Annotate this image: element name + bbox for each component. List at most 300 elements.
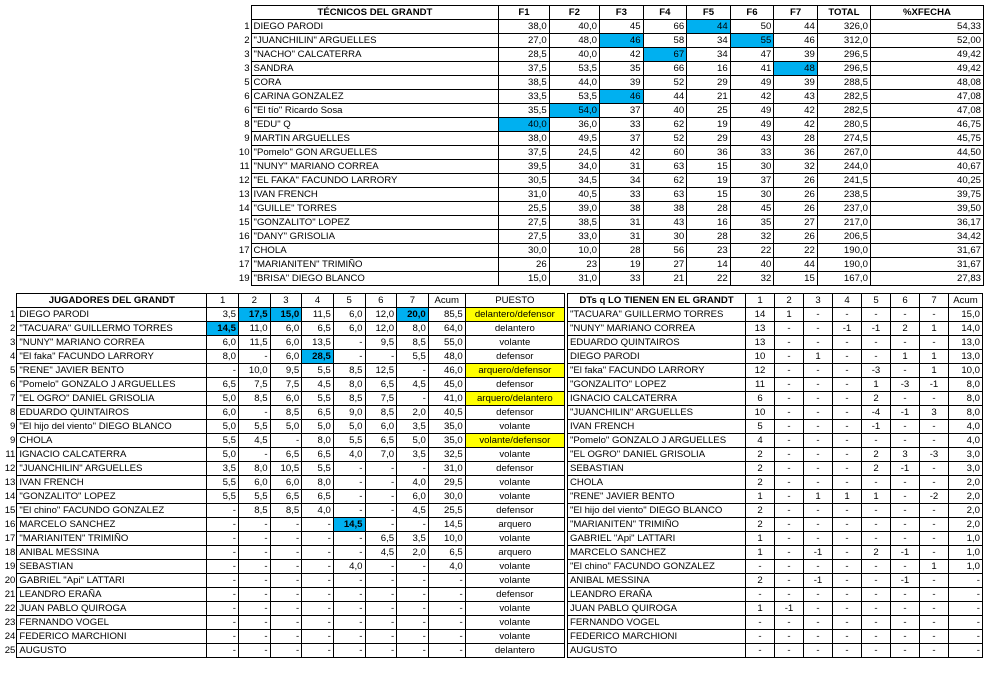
jugadores-row	[0, 392, 565, 406]
value-cell: 4,5	[365, 546, 397, 560]
value-cell: -	[238, 630, 270, 644]
puesto-cell: volante/defensor	[465, 434, 564, 448]
value-cell: 14,5	[428, 518, 465, 532]
value-cell: 2,0	[949, 518, 983, 532]
value-cell: -	[270, 602, 302, 616]
col-header: F1	[499, 6, 549, 20]
value-cell: -	[365, 588, 397, 602]
value-cell: 1	[775, 308, 804, 322]
jugadores-row	[0, 574, 565, 588]
name-cell: "MARIANITEN" TRIMIÑO	[568, 518, 746, 532]
value-cell: -	[833, 434, 862, 448]
value-cell: 44	[643, 90, 687, 104]
value-cell: 25,5	[428, 504, 465, 518]
value-cell: -	[833, 364, 862, 378]
name-cell: ANIBAL MESSINA	[17, 546, 207, 560]
name-cell: "JUANCHILIN" ARGUELLES	[568, 406, 746, 420]
value-cell: 36,0	[549, 118, 599, 132]
value-cell: 5,5	[207, 490, 239, 504]
puesto-cell: volante	[465, 448, 564, 462]
rank-cell: 15	[238, 217, 250, 228]
dts-row	[568, 420, 983, 434]
value-cell: 11	[746, 378, 775, 392]
value-cell: -	[862, 602, 891, 616]
col-header: 2	[238, 294, 270, 308]
value-cell: 31,0	[549, 272, 599, 286]
value-cell: -	[920, 532, 949, 546]
value-cell: -	[397, 462, 429, 476]
name-cell: IVAN FRENCH	[251, 188, 499, 202]
value-cell: 282,5	[817, 90, 870, 104]
jugadores-row	[0, 420, 565, 434]
value-cell: 8,5	[270, 504, 302, 518]
name-cell: "TACUARA" GUILLERMO TORRES	[17, 322, 207, 336]
tecnicos-row	[232, 146, 984, 160]
dts-row	[568, 336, 983, 350]
value-cell: -	[365, 560, 397, 574]
value-cell: 10,0	[428, 532, 465, 546]
value-cell: -	[397, 574, 429, 588]
name-cell: GABRIEL "Api" LATTARI	[17, 574, 207, 588]
value-cell: 64,0	[428, 322, 465, 336]
value-cell: 62	[643, 118, 687, 132]
rank-cell: 18	[4, 547, 16, 558]
value-cell: 1	[804, 350, 833, 364]
col-header: 4	[833, 294, 862, 308]
value-cell: 21	[643, 272, 687, 286]
name-cell: "El faka" FACUNDO LARRORY	[568, 364, 746, 378]
col-header: F3	[600, 6, 644, 20]
value-cell: 43	[730, 132, 774, 146]
value-cell: -	[862, 308, 891, 322]
rank-cell: 6	[10, 379, 16, 390]
value-cell: 1	[920, 322, 949, 336]
value-cell: 7,5	[365, 392, 397, 406]
value-cell: 238,5	[817, 188, 870, 202]
value-cell: 48,0	[428, 350, 465, 364]
value-cell: 27,0	[499, 34, 549, 48]
rank-cell: 10	[238, 147, 250, 158]
value-cell: 46,0	[428, 364, 465, 378]
value-cell: 1	[920, 560, 949, 574]
value-cell: 167,0	[817, 272, 870, 286]
jugadores-row	[0, 322, 565, 336]
value-cell: -	[397, 560, 429, 574]
value-cell: 6,5	[270, 490, 302, 504]
jugadores-row	[0, 406, 565, 420]
name-cell: "GUILLE" TORRES	[251, 202, 499, 216]
value-cell: -	[891, 336, 920, 350]
value-cell: 30	[730, 160, 774, 174]
value-cell: 45	[600, 20, 644, 34]
name-cell: CARINA GONZALEZ	[251, 90, 499, 104]
value-cell: 312,0	[817, 34, 870, 48]
col-header: Acum	[949, 294, 983, 308]
value-cell: -	[207, 644, 239, 658]
value-cell: 40,5	[428, 406, 465, 420]
value-cell: -	[428, 588, 465, 602]
jugadores-row	[0, 518, 565, 532]
name-cell: "Pomelo" GONZALO J ARGUELLES	[17, 378, 207, 392]
value-cell: 48,0	[549, 34, 599, 48]
value-cell: 33,0	[549, 230, 599, 244]
value-cell: 8,5	[238, 392, 270, 406]
tecnicos-row	[232, 174, 984, 188]
value-cell: 8,5	[238, 504, 270, 518]
value-cell: -	[804, 630, 833, 644]
dts-row	[568, 546, 983, 560]
value-cell: -	[207, 602, 239, 616]
value-cell: 40,67	[870, 160, 983, 174]
value-cell: -	[920, 434, 949, 448]
value-cell: -1	[920, 378, 949, 392]
value-cell: 43	[643, 216, 687, 230]
rank-cell: 3	[244, 49, 250, 60]
value-cell: -	[804, 560, 833, 574]
name-cell: FERNANDO VOGEL	[568, 616, 746, 630]
value-cell: 49,42	[870, 48, 983, 62]
value-cell: -	[833, 546, 862, 560]
rank-cell: 21	[4, 589, 16, 600]
value-cell: 44	[774, 20, 818, 34]
value-cell: -	[891, 518, 920, 532]
value-cell: 274,5	[817, 132, 870, 146]
value-cell: 30	[730, 188, 774, 202]
value-cell: 4,0	[333, 448, 365, 462]
jugadores-row	[0, 616, 565, 630]
rank-cell: 9	[10, 435, 16, 446]
value-cell: 1	[862, 490, 891, 504]
rank-cell: 1	[10, 309, 16, 320]
value-cell: -	[302, 588, 334, 602]
value-cell: -	[920, 588, 949, 602]
value-cell: 2,0	[397, 406, 429, 420]
value-cell: 19	[600, 258, 644, 272]
value-cell: -	[333, 504, 365, 518]
value-cell: 34,42	[870, 230, 983, 244]
value-cell: 4,5	[397, 504, 429, 518]
value-cell: -	[920, 420, 949, 434]
value-cell: -	[775, 434, 804, 448]
value-cell: -	[833, 308, 862, 322]
tecnicos-row	[232, 20, 984, 34]
value-cell: 15	[774, 272, 818, 286]
value-cell: -	[891, 532, 920, 546]
value-cell: 13,0	[949, 336, 983, 350]
name-cell: "RENE" JAVIER BENTO	[17, 364, 207, 378]
value-cell: -	[302, 602, 334, 616]
value-cell: -	[428, 630, 465, 644]
value-cell: -3	[862, 364, 891, 378]
value-cell: 8,0	[949, 406, 983, 420]
value-cell: 4,0	[333, 560, 365, 574]
value-cell: -	[333, 350, 365, 364]
value-cell: 39,50	[870, 202, 983, 216]
value-cell: 42	[730, 90, 774, 104]
rank-cell: 6	[244, 105, 250, 116]
value-cell: 20,0	[397, 308, 429, 322]
value-cell: -	[302, 644, 334, 658]
dts-row	[568, 406, 983, 420]
name-cell: FEDERICO MARCHIONI	[568, 630, 746, 644]
value-cell: 42	[774, 104, 818, 118]
value-cell: -	[238, 448, 270, 462]
jugadores-row	[0, 630, 565, 644]
jugadores-row	[0, 504, 565, 518]
value-cell: -	[428, 644, 465, 658]
value-cell: -	[862, 574, 891, 588]
rank-cell: 3	[10, 337, 16, 348]
value-cell: 23	[687, 244, 731, 258]
value-cell: -	[775, 504, 804, 518]
value-cell: 5,5	[397, 350, 429, 364]
value-cell: 280,5	[817, 118, 870, 132]
value-cell: 6,5	[365, 532, 397, 546]
value-cell: -	[833, 602, 862, 616]
value-cell: -	[804, 378, 833, 392]
value-cell: 3,5	[397, 532, 429, 546]
value-cell: -	[833, 574, 862, 588]
value-cell: 11,5	[238, 336, 270, 350]
value-cell: 19	[687, 118, 731, 132]
value-cell: 15,0	[270, 308, 302, 322]
value-cell: 5,0	[207, 420, 239, 434]
value-cell: 6,0	[270, 392, 302, 406]
value-cell: -	[270, 574, 302, 588]
value-cell: -	[804, 420, 833, 434]
value-cell: -	[333, 644, 365, 658]
jugadores-row	[0, 532, 565, 546]
col-header: 3	[270, 294, 302, 308]
dts-row	[568, 448, 983, 462]
value-cell: -	[302, 546, 334, 560]
value-cell: 2	[862, 546, 891, 560]
value-cell: -	[775, 546, 804, 560]
jugadores-title: JUGADORES DEL GRANDT	[17, 294, 207, 308]
value-cell: -	[804, 406, 833, 420]
name-cell: AUGUSTO	[568, 644, 746, 658]
rank-cell: 17	[238, 259, 250, 270]
value-cell: 54,33	[870, 20, 983, 34]
value-cell: 39,5	[499, 160, 549, 174]
puesto-cell: arquero/delantero	[465, 392, 564, 406]
value-cell: -1	[804, 546, 833, 560]
name-cell: "TACUARA" GUILLERMO TORRES	[568, 308, 746, 322]
value-cell: 190,0	[817, 258, 870, 272]
value-cell: -	[333, 490, 365, 504]
value-cell: 244,0	[817, 160, 870, 174]
col-header: %XFECHA	[870, 6, 983, 20]
value-cell: -	[238, 644, 270, 658]
value-cell: -	[804, 448, 833, 462]
value-cell: 33	[600, 188, 644, 202]
puesto-cell: volante	[465, 490, 564, 504]
value-cell: 35,0	[428, 420, 465, 434]
value-cell: -	[949, 588, 983, 602]
value-cell: -	[207, 560, 239, 574]
value-cell: 48,08	[870, 76, 983, 90]
value-cell: -	[775, 322, 804, 336]
value-cell: -	[365, 504, 397, 518]
name-cell: "GONZALITO" LOPEZ	[568, 378, 746, 392]
value-cell: -	[238, 518, 270, 532]
name-cell: "El chino" FACUNDO GONZALEZ	[568, 560, 746, 574]
value-cell: -	[891, 392, 920, 406]
puesto-cell: volante	[465, 532, 564, 546]
value-cell: -	[833, 462, 862, 476]
value-cell: 63	[643, 160, 687, 174]
jugadores-row	[0, 588, 565, 602]
value-cell: 190,0	[817, 244, 870, 258]
value-cell: -	[238, 560, 270, 574]
value-cell: 6,0	[333, 322, 365, 336]
rank-cell: 17	[4, 533, 16, 544]
value-cell: 5,5	[238, 420, 270, 434]
value-cell: -	[775, 350, 804, 364]
value-cell: 30	[643, 230, 687, 244]
value-cell: 36,17	[870, 216, 983, 230]
name-cell: FERNANDO VOGEL	[17, 616, 207, 630]
value-cell: -	[920, 574, 949, 588]
name-cell: "DANY" GRISOLIA	[251, 230, 499, 244]
value-cell: 29	[687, 132, 731, 146]
rank-cell: 22	[4, 603, 16, 614]
value-cell: 27,5	[499, 230, 549, 244]
value-cell: -	[397, 602, 429, 616]
value-cell: -	[775, 364, 804, 378]
value-cell: 6,0	[397, 490, 429, 504]
tecnicos-row	[232, 244, 984, 258]
value-cell: -	[920, 630, 949, 644]
value-cell: -3	[891, 378, 920, 392]
jugadores-header-row	[0, 294, 565, 308]
value-cell: -	[238, 616, 270, 630]
value-cell: 8,0	[949, 378, 983, 392]
dts-row	[568, 476, 983, 490]
value-cell: -	[833, 518, 862, 532]
value-cell: -	[302, 616, 334, 630]
value-cell: 2	[862, 448, 891, 462]
value-cell: -	[804, 476, 833, 490]
value-cell: -	[775, 574, 804, 588]
value-cell: 13,5	[302, 336, 334, 350]
value-cell: 5,5	[238, 490, 270, 504]
value-cell: 34	[687, 34, 731, 48]
value-cell: 6,0	[365, 420, 397, 434]
value-cell: 27,5	[499, 216, 549, 230]
value-cell: -	[775, 630, 804, 644]
jugadores-row	[0, 364, 565, 378]
value-cell: 35,5	[499, 104, 549, 118]
col-header: 5	[862, 294, 891, 308]
value-cell: 296,5	[817, 62, 870, 76]
value-cell: -	[775, 476, 804, 490]
value-cell: -	[333, 546, 365, 560]
value-cell: -	[775, 644, 804, 658]
value-cell: -1	[891, 546, 920, 560]
name-cell: "NACHO" CALCATERRA	[251, 48, 499, 62]
tecnicos-row	[232, 160, 984, 174]
rank-cell: 19	[4, 561, 16, 572]
tecnicos-table	[232, 5, 984, 286]
value-cell: 44	[774, 258, 818, 272]
col-header: 2	[775, 294, 804, 308]
value-cell: -	[804, 602, 833, 616]
name-cell: JUAN PABLO QUIROGA	[568, 602, 746, 616]
rank-cell: 9	[10, 421, 16, 432]
value-cell: 241,5	[817, 174, 870, 188]
puesto-cell: arquero	[465, 546, 564, 560]
value-cell: 1	[746, 532, 775, 546]
rank-cell: 3	[244, 63, 250, 74]
value-cell: -	[238, 350, 270, 364]
value-cell: 44,0	[549, 76, 599, 90]
value-cell: 52	[643, 132, 687, 146]
value-cell: 3,5	[207, 308, 239, 322]
name-cell: ANIBAL MESSINA	[568, 574, 746, 588]
value-cell: -	[862, 434, 891, 448]
value-cell: 8,5	[333, 364, 365, 378]
puesto-cell: defensor	[465, 504, 564, 518]
value-cell: -	[920, 308, 949, 322]
value-cell: 5,5	[302, 462, 334, 476]
value-cell: 28,5	[302, 350, 334, 364]
value-cell: 1	[920, 350, 949, 364]
value-cell: -	[270, 630, 302, 644]
value-cell: 54,0	[549, 104, 599, 118]
value-cell: 6,0	[207, 406, 239, 420]
value-cell: 5,5	[302, 392, 334, 406]
puesto-cell: volante	[465, 616, 564, 630]
value-cell: -	[920, 476, 949, 490]
col-header: F2	[549, 6, 599, 20]
value-cell: 6,5	[302, 322, 334, 336]
value-cell: -	[397, 644, 429, 658]
value-cell: -	[804, 308, 833, 322]
value-cell: -	[804, 322, 833, 336]
value-cell: -	[302, 560, 334, 574]
value-cell: -	[397, 588, 429, 602]
value-cell: 32,5	[428, 448, 465, 462]
rank-cell: 6	[244, 91, 250, 102]
value-cell: -	[365, 602, 397, 616]
value-cell: -2	[920, 490, 949, 504]
dts-row	[568, 392, 983, 406]
value-cell: 2,0	[949, 490, 983, 504]
name-cell: DIEGO PARODI	[251, 20, 499, 34]
value-cell: -	[804, 434, 833, 448]
value-cell: 3	[920, 406, 949, 420]
value-cell: 39	[600, 76, 644, 90]
value-cell: -	[833, 504, 862, 518]
value-cell: 26	[774, 202, 818, 216]
value-cell: 40	[730, 258, 774, 272]
value-cell: 52	[643, 76, 687, 90]
value-cell: 8,5	[365, 406, 397, 420]
col-header: 6	[891, 294, 920, 308]
name-cell: "RENE" JAVIER BENTO	[568, 490, 746, 504]
rank-cell: 2	[10, 323, 16, 334]
value-cell: -	[365, 518, 397, 532]
value-cell: 31,67	[870, 244, 983, 258]
value-cell: 2	[746, 476, 775, 490]
tecnicos-row	[232, 48, 984, 62]
value-cell: 13	[746, 336, 775, 350]
value-cell: -	[833, 350, 862, 364]
puesto-cell: arquero	[465, 518, 564, 532]
value-cell: -	[920, 616, 949, 630]
value-cell: 8,5	[333, 392, 365, 406]
